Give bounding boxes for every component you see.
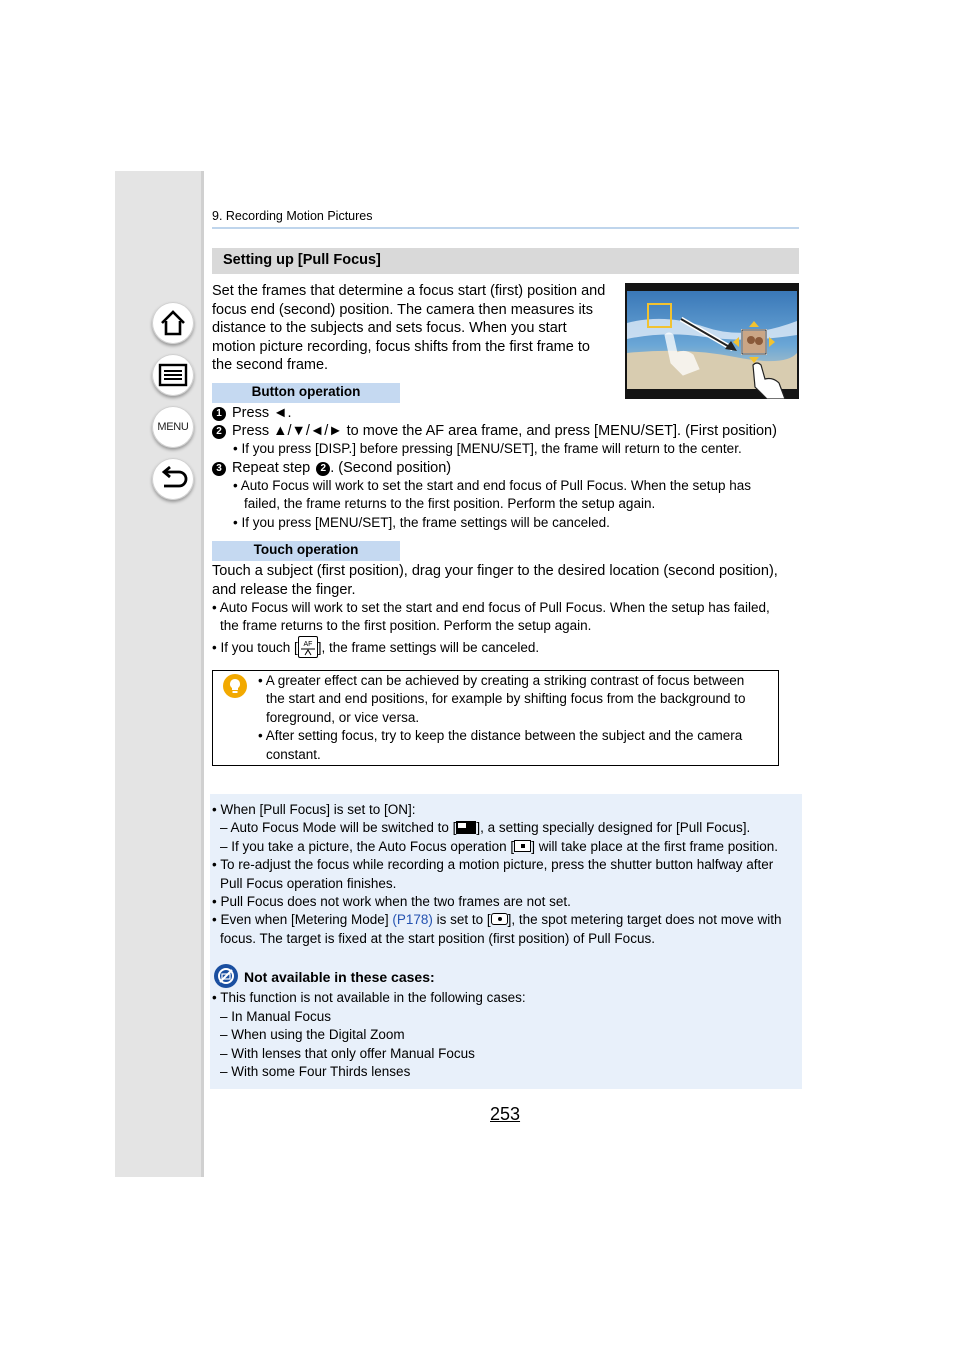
1-area-af-icon bbox=[514, 840, 531, 852]
not-available-heading: Not available in these cases: bbox=[244, 969, 435, 985]
list-icon bbox=[158, 363, 188, 387]
section-title: Setting up [Pull Focus] bbox=[212, 248, 799, 274]
button-operation-heading: Button operation bbox=[212, 383, 400, 403]
step-text: . (Second position) bbox=[330, 460, 452, 476]
not-available-icon bbox=[214, 964, 238, 988]
step-1 bbox=[212, 404, 291, 423]
step-3-note-cont: failed, the frame returns to the first position. Perform the setup again. bbox=[244, 496, 656, 511]
tip-text: • After setting focus, try to keep the distance between the subject and the camera bbox=[258, 728, 743, 743]
not-available-intro: • This function is not available in the following cases: bbox=[212, 990, 526, 1005]
touch-bullet bbox=[212, 636, 539, 658]
note-bullet bbox=[212, 911, 782, 930]
step-3-note: • Auto Focus will work to set the start and end focus of Pull Focus. When the setup has bbox=[233, 478, 751, 493]
step-number: 3 bbox=[212, 462, 226, 476]
not-available-item: – In Manual Focus bbox=[220, 1009, 332, 1024]
left-arrow-icon: ◄ bbox=[273, 405, 288, 421]
touch-bullet-cont: the frame returns to the first position. Perform the setup again. bbox=[220, 618, 592, 633]
contents-button[interactable] bbox=[152, 354, 194, 396]
step-text: . bbox=[287, 405, 292, 421]
step-2 bbox=[212, 422, 777, 441]
step-2-note: • If you press [DISP.] before pressing [MENU/SET], the frame will return to the center. bbox=[233, 441, 742, 456]
intro-paragraph bbox=[212, 282, 617, 375]
touch-text: and release the finger. bbox=[212, 582, 356, 598]
cancel-af-icon bbox=[298, 636, 318, 658]
page-link-p178[interactable]: (P178) bbox=[392, 912, 433, 927]
intro-line: Set the frames that determine a focus start (first) position and bbox=[212, 283, 606, 299]
not-available-item: – With some Four Thirds lenses bbox=[220, 1064, 411, 1079]
note-bullet: • When [Pull Focus] is set to [ON]: bbox=[212, 802, 416, 817]
tip-text: the start and end positions, for example by shifting focus from the background to bbox=[266, 691, 746, 706]
step-number: 1 bbox=[212, 407, 226, 421]
step-reference: 2 bbox=[316, 462, 330, 476]
bullet-text: ], the frame settings will be canceled. bbox=[317, 640, 540, 655]
note-text: ] will take place at the first frame position. bbox=[531, 839, 779, 854]
page-number: 253 bbox=[490, 1104, 521, 1124]
note-bullet-cont: focus. The target is fixed at the start position (first position) of Pull Focus. bbox=[220, 931, 655, 946]
step-3-note: • If you press [MENU/SET], the frame settings will be canceled. bbox=[233, 515, 610, 530]
tip-text: constant. bbox=[266, 747, 321, 762]
step-number: 2 bbox=[212, 425, 226, 439]
note-text: – If you take a picture, the Auto Focus operation [ bbox=[220, 839, 515, 854]
intro-line: the second frame. bbox=[212, 357, 329, 374]
back-button[interactable] bbox=[152, 458, 194, 500]
home-icon bbox=[159, 309, 187, 337]
note-sub bbox=[220, 838, 778, 857]
pull-focus-af-icon bbox=[456, 821, 476, 834]
not-available-item: – When using the Digital Zoom bbox=[220, 1027, 405, 1042]
not-available-item: – With lenses that only offer Manual Focus bbox=[220, 1046, 475, 1061]
menu-label: MENU bbox=[157, 421, 189, 433]
menu-button[interactable] bbox=[152, 406, 194, 448]
step-text: to move the AF area frame, and press [MENU/SET]. (First position) bbox=[342, 423, 777, 439]
bullet-text: • If you touch [ bbox=[212, 640, 298, 655]
tip-box bbox=[212, 670, 779, 766]
lightbulb-icon bbox=[223, 674, 247, 698]
touch-text: Touch a subject (first position), drag your finger to the desired location (second position), bbox=[212, 563, 778, 579]
note-bullet: • To re-adjust the focus while recording a motion picture, press the shutter button halfway after bbox=[212, 857, 774, 872]
intro-line: focus end (second) position. The camera then measures its bbox=[212, 301, 593, 318]
beach-scene-image bbox=[625, 283, 799, 399]
note-sub bbox=[220, 819, 750, 838]
touch-operation-heading: Touch operation bbox=[212, 541, 400, 561]
note-text: ], the spot metering target does not move with bbox=[507, 912, 782, 927]
cursor-arrows-icon: ▲/▼/◄/► bbox=[273, 423, 343, 439]
note-text: – Auto Focus Mode will be switched to [ bbox=[220, 820, 457, 835]
touch-bullet: • Auto Focus will work to set the start and end focus of Pull Focus. When the setup has failed, bbox=[212, 600, 770, 615]
note-bullet-cont: Pull Focus operation finishes. bbox=[220, 876, 397, 891]
step-text: Press bbox=[232, 423, 274, 439]
sidebar-edge bbox=[201, 171, 204, 1177]
chapter-title: 9. Recording Motion Pictures bbox=[212, 209, 373, 223]
intro-line: distance to the subjects and sets focus. When you start bbox=[212, 320, 567, 337]
note-text: • Even when [Metering Mode] bbox=[212, 912, 393, 927]
pull-focus-illustration bbox=[625, 283, 799, 399]
back-icon bbox=[158, 466, 188, 492]
home-button[interactable] bbox=[152, 302, 194, 344]
intro-line: motion picture recording, focus shifts from the first frame to bbox=[212, 338, 590, 355]
note-bullet: • Pull Focus does not work when the two frames are not set. bbox=[212, 894, 571, 909]
step-text: Repeat step bbox=[232, 460, 315, 476]
step-3 bbox=[212, 459, 451, 478]
spot-metering-icon bbox=[491, 913, 508, 925]
note-text: is set to [ bbox=[432, 912, 491, 927]
note-text: ], a setting specially designed for [Pull Focus]. bbox=[476, 820, 751, 835]
tip-text: foreground, or vice versa. bbox=[266, 710, 420, 725]
chapter-rule bbox=[212, 227, 799, 229]
svg-text:AF: AF bbox=[303, 641, 313, 648]
tip-text: • A greater effect can be achieved by creating a striking contrast of focus between bbox=[258, 673, 745, 688]
step-text: Press bbox=[232, 405, 274, 421]
